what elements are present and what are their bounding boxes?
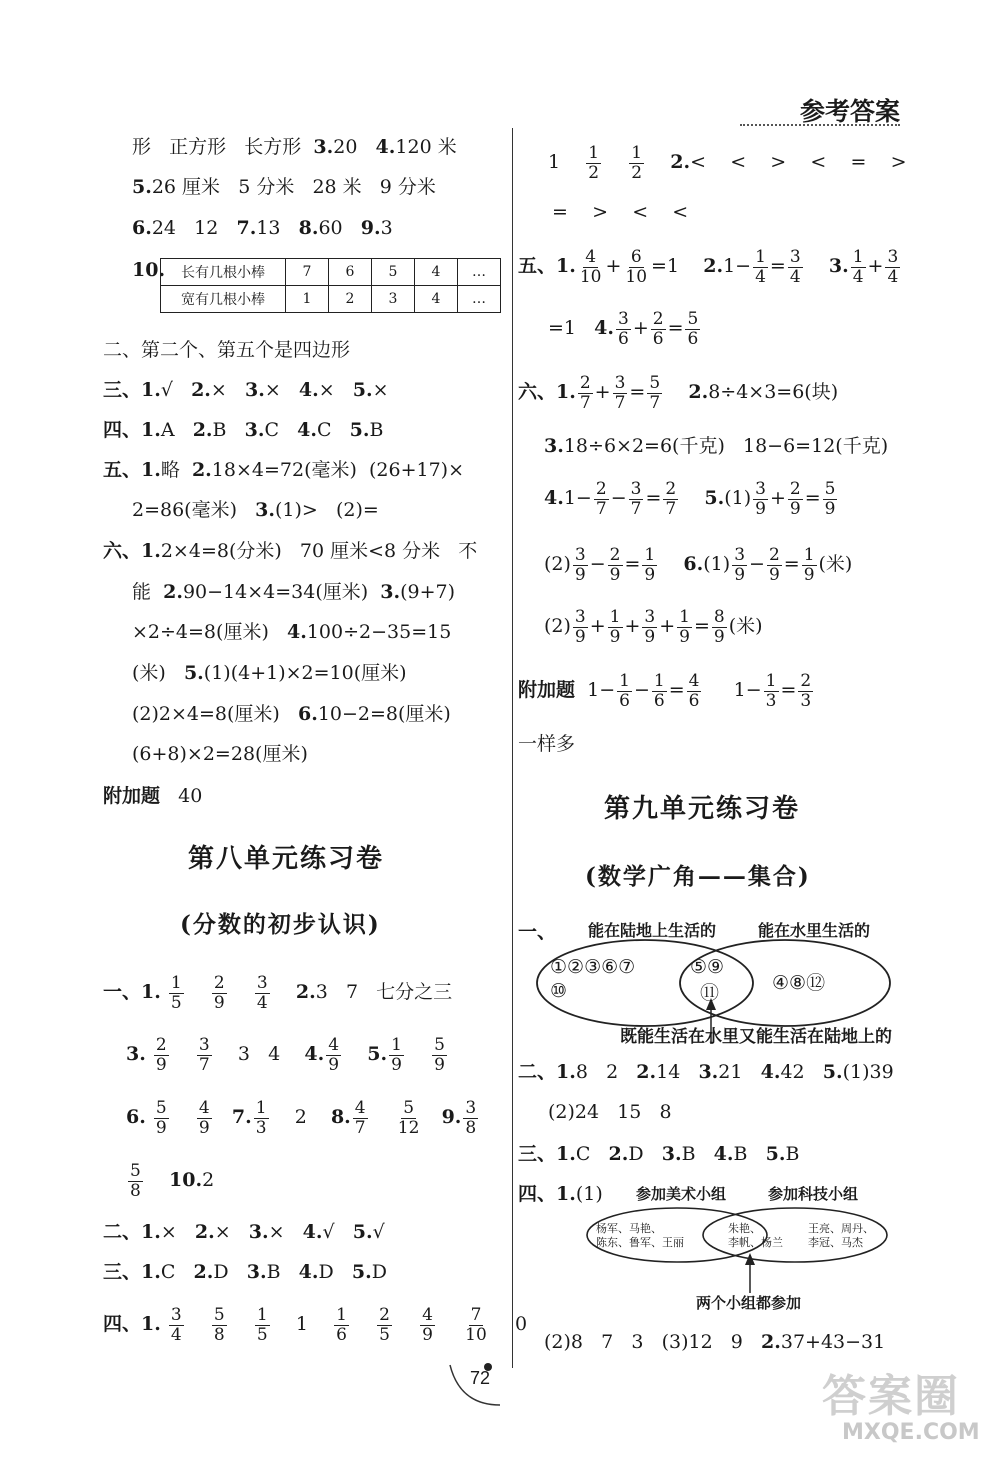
venn1-intersection-items-2: ⑪ bbox=[700, 982, 720, 1004]
venn2-intersection-line-2: 李帆、杨兰 bbox=[728, 1236, 783, 1249]
right-row-15: (2)8 7 3 (3)12 9 2.37+43−31 bbox=[544, 1331, 886, 1353]
u8-row-2: 3. $\frac{2}{9}$ $\frac{3}{7}$ 3 4 4. $\frac{4}{9}$ 5. $\frac{1}{9}$ $\frac{5}{9}$ bbox=[126, 1034, 445, 1075]
venn2-left-line-1: 杨军、马艳、 bbox=[596, 1222, 662, 1235]
q10-label: 10. bbox=[132, 259, 166, 281]
venn1-left-items: ①②③⑥⑦ bbox=[550, 956, 636, 978]
left-line-6: 三、1.√ 2.× 3.× 4.× 5.× bbox=[103, 379, 389, 401]
right-row-7: 4.1− $\frac{2}{7}$ − $\frac{3}{7}$ = $\frac{2}{7}$ 5.(1) $\frac{3}{9}$ + $\frac{2}{9}$ = $\frac{5}{9}$ bbox=[544, 478, 836, 519]
left-line-5: 二、第二个、第五个是四边形 bbox=[103, 339, 351, 361]
venn2-right-line-1: 王亮、周丹、 bbox=[808, 1222, 874, 1235]
right-row-1: 1 $\frac{1}{2}$ $\frac{1}{2}$ 2.< < > < = > bbox=[548, 142, 907, 183]
left-line-11: 能 2.90−14×4=34(厘米) 3.(9+7) bbox=[132, 581, 456, 603]
page-number: 72 bbox=[470, 1368, 491, 1388]
u8-row-1: 一、1. $\frac{1}{5}$ $\frac{2}{9}$ $\frac{3}{4}$ 2.3 7 七分之三 bbox=[103, 972, 453, 1013]
right-row-9: (2) $\frac{3}{9}$ + $\frac{1}{9}$ + $\frac{3}{9}$ + $\frac{1}{9}$ = $\frac{8}{9}$ (米) bbox=[544, 606, 763, 647]
left-line-15: (6+8)×2=28(厘米) bbox=[132, 743, 308, 765]
right-row-6: 3.18÷6×2=6(千克) 18−6=12(千克) bbox=[544, 435, 889, 457]
venn2-bottom-label: 两个小组都参加 bbox=[696, 1294, 802, 1312]
venn1-left-label: 能在陆地上生活的 bbox=[588, 921, 717, 940]
venn1-right-label: 能在水里生活的 bbox=[758, 921, 871, 940]
watermark-logo: 答案圈 bbox=[822, 1371, 960, 1422]
left-line-7: 四、1.A 2.B 3.C 4.C 5.B bbox=[103, 419, 384, 441]
u8-row-3: 6. $\frac{5}{9}$ $\frac{4}{9}$ 7. $\frac{1}{3}$ 2 8. $\frac{4}{7}$ $\frac{5}{12}$ 9. $\frac{3}{8}$ bbox=[126, 1097, 477, 1138]
table-row: 宽有几根小棒 1 2 3 4 … bbox=[161, 286, 501, 313]
venn2-intersection-line-1: 朱艳、 bbox=[728, 1222, 761, 1235]
u8-row-4: $\frac{5}{8}$ 10.2 bbox=[130, 1160, 215, 1201]
left-line-8: 五、1.略 2.18×4=72(毫米) (26+17)× bbox=[103, 459, 465, 481]
header-divider bbox=[740, 124, 900, 126]
right-row-12: 二、1.8 2 2.14 3.21 4.42 5.(1)39 bbox=[518, 1061, 894, 1083]
unit8-title: 第八单元练习卷 bbox=[188, 844, 385, 874]
left-line-9: 2=86(毫米) 3.(1)> (2)= bbox=[132, 499, 379, 521]
u8-row-6: 三、1.C 2.D 3.B 4.D 5.D bbox=[103, 1261, 387, 1283]
venn1-intersection-items: ⑤⑨ bbox=[690, 956, 725, 978]
right-row-10: 附加题 1− $\frac{1}{6}$ − $\frac{1}{6}$ = $\frac{4}{6}$ 1− $\frac{1}{3}$ = $\frac{2}{3}$ bbox=[518, 670, 812, 711]
table-row: 长有几根小棒 7 6 5 4 … bbox=[161, 259, 501, 286]
watermark-url: MXQE.COM bbox=[842, 1420, 980, 1445]
venn2-right-line-2: 李冠、马杰 bbox=[808, 1236, 863, 1249]
right-row-11: 一样多 bbox=[518, 733, 576, 755]
right-row-3: 五、1. $\frac{4}{10}$ + $\frac{6}{10}$ =1 2.1− $\frac{1}{4}$ = $\frac{3}{4}$ 3. $\frac{1}{4}$ + $\frac{3}{4}$ bbox=[518, 246, 899, 287]
venn2-left-line-2: 陈东、鲁军、王丽 bbox=[596, 1236, 684, 1249]
right-row-8: (2) $\frac{3}{9}$ − $\frac{2}{9}$ = $\frac{1}{9}$ 6.(1) $\frac{3}{9}$ − $\frac{2}{9}$ = $\frac{1}{9}$ (米) bbox=[544, 544, 853, 585]
u8-row-5: 二、1.× 2.× 3.× 4.√ 5.√ bbox=[103, 1221, 385, 1243]
column-divider bbox=[512, 128, 513, 1368]
right-row-4: =1 4. $\frac{3}{6}$ + $\frac{2}{6}$ = $\frac{5}{6}$ bbox=[548, 308, 699, 349]
left-line-16: 附加题 40 bbox=[103, 785, 203, 807]
venn1-bottom-label: 既能生活在水里又能生活在陆地上的 bbox=[620, 1027, 892, 1047]
venn2-question-number: 四、1.(1) bbox=[518, 1183, 603, 1205]
right-row-5: 六、1. $\frac{2}{7}$ + $\frac{3}{7}$ = $\frac{5}{7}$ 2.8÷4×3=6(块) bbox=[518, 372, 839, 413]
stick-table bbox=[160, 258, 501, 313]
venn1-left-items-2: ⑩ bbox=[550, 980, 568, 1002]
left-line-1: 形 正方形 长方形 3.20 4.120 米 bbox=[132, 136, 457, 158]
venn2-right-label: 参加科技小组 bbox=[768, 1185, 859, 1203]
venn1-right-items: ④⑧⑫ bbox=[772, 972, 826, 994]
left-line-12: ×2÷4=8(厘米) 4.100÷2−35=15 bbox=[132, 621, 452, 643]
unit9-title: 第九单元练习卷 bbox=[604, 794, 801, 824]
venn1-question-number: 一、 bbox=[518, 921, 557, 943]
left-line-10: 六、1.2×4=8(分米) 70 厘米<8 分米 不 bbox=[103, 540, 478, 562]
right-row-14: 三、1.C 2.D 3.B 4.B 5.B bbox=[518, 1143, 800, 1165]
venn2-left-label: 参加美术小组 bbox=[636, 1185, 727, 1203]
u8-row-7: 四、1. $\frac{3}{4}$ $\frac{5}{8}$ $\frac{1}{5}$ 1 $\frac{1}{6}$ $\frac{2}{5}$ $\frac{4}{9}$ $\frac{7}{10}$ 0 bbox=[103, 1304, 528, 1345]
left-line-14: (2)2×4=8(厘米) 6.10−2=8(厘米) bbox=[132, 703, 451, 725]
left-line-3: 6.24 12 7.13 8.60 9.3 bbox=[132, 217, 393, 239]
right-row-13: (2)24 15 8 bbox=[548, 1101, 672, 1123]
page-header-title: 参考答案 bbox=[800, 97, 901, 126]
right-row-2: = > < < bbox=[552, 201, 689, 223]
unit8-subtitle: (分数的初步认识) bbox=[180, 911, 381, 938]
unit9-subtitle: (数学广角——集合) bbox=[585, 863, 811, 890]
venn2-diagram bbox=[585, 1205, 895, 1295]
left-line-13: (米) 5.(1)(4+1)×2=10(厘米) bbox=[132, 662, 407, 684]
left-line-2: 5.26 厘米 5 分米 28 米 9 分米 bbox=[132, 176, 436, 198]
